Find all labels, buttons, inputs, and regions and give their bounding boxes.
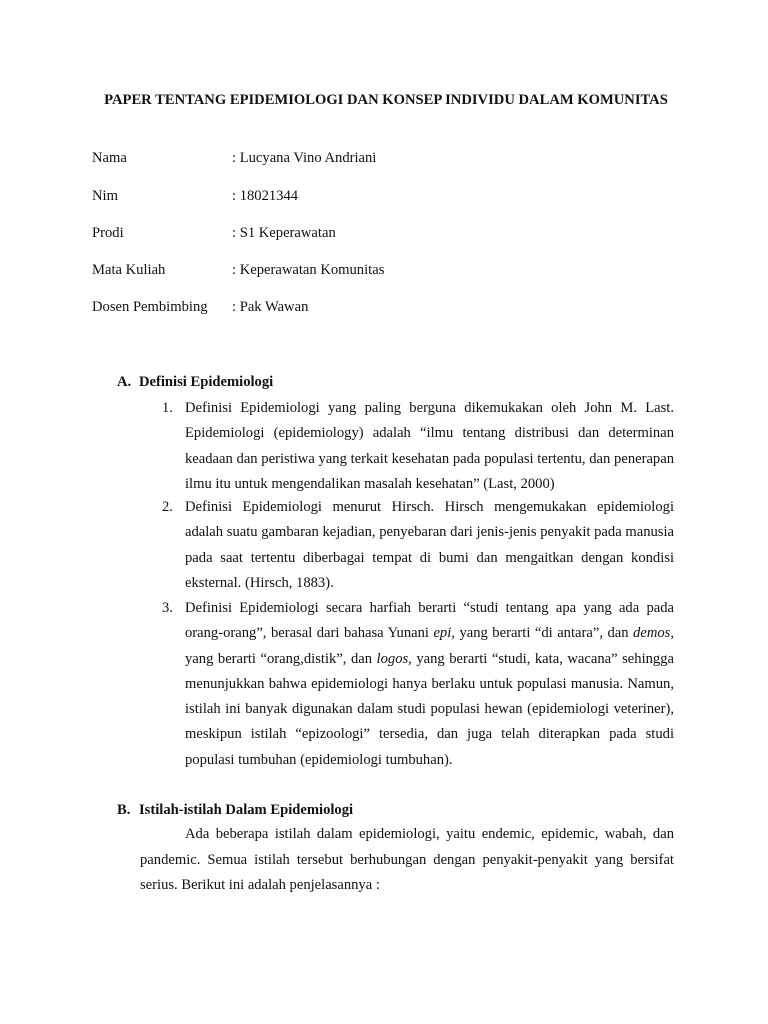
list-text-part: , yang berarti “orang,distik”, dan [185,625,674,667]
section-letter: A. [117,374,132,390]
list-item [162,396,674,497]
italic-term: epi [433,625,452,642]
info-value: : Lucyana Vino Andriani [232,150,377,166]
list-item [162,495,674,596]
info-value: : 18021344 [232,188,299,204]
section-heading-a [117,372,273,392]
document-title: PAPER TENTANG EPIDEMIOLOGI DAN KONSEP INDIVIDU DALAM KOMUNITAS [104,92,668,108]
info-value: : Pak Wawan [232,299,309,315]
info-label: Nim [92,188,118,204]
italic-term: demos [633,625,671,642]
list-text-part: , yang berarti “di antara”, dan [451,625,634,642]
section-letter: B. [117,802,131,818]
info-label: Mata Kuliah [92,262,166,278]
list-text: Definisi Epidemiologi menurut Hirsch. Hirsch mengemukakan epidemiologi adalah suatu gambaran kejadian, penyebaran dari jenis-jenis penyakit pada manusia pada saat tertentu diberbagai tempat di bumi dan mengaitkan dengan kondisi eksternal. (Hirsch, 1883). [185,499,674,591]
list-number: 1. [162,400,173,416]
section-title: Istilah-istilah Dalam Epidemiologi [139,802,354,818]
list-text [185,596,674,773]
section-paragraph: Ada beberapa istilah dalam epidemiologi, yaitu endemic, epidemic, wabah, dan pandemic. Semua istilah tersebut berhubungan dengan penyakit-penyakit yang bersifat serius. Berikut ini adalah penjelasannya : [140,826,674,893]
list-number: 2. [162,499,173,515]
list-text: Definisi Epidemiologi yang paling berguna dikemukakan oleh John M. Last. Epidemiologi (epidemiology) adalah “ilmu tentang distribusi dan determinan keadaan dan peristiwa yang terkait kesehatan pada populasi tertentu, dan penerapan ilmu itu untuk mengendalikan masalah kesehatan” (Last, 2000) [185,400,674,492]
italic-term: logos [376,650,409,667]
info-label: Dosen Pembimbing [92,299,208,315]
section-title: Definisi Epidemiologi [139,374,274,390]
section-heading-b [117,800,353,820]
info-label: Prodi [92,225,124,241]
info-value: : S1 Keperawatan [232,225,336,241]
list-item [162,596,674,773]
info-value: : Keperawatan Komunitas [232,262,385,278]
list-text-part: , yang berarti “studi, kata, wacana” sehingga menunjukkan bahwa epidemiologi hanya berlaku untuk populasi manusia. Namun, istilah ini banyak digunakan dalam studi populasi hewan (epidemiologi veteriner), meskipun istilah “epizoologi” tersedia, dan juga telah diterapkan pada studi populasi tumbuhan (epidemiologi tumbuhan). [185,650,674,768]
list-text-part: Definisi Epidemiologi secara harfiah berarti “studi tentang apa yang ada pada orang-orang”, berasal dari bahasa Yunani [185,600,674,642]
list-number: 3. [162,600,173,616]
info-label: Nama [92,150,127,166]
